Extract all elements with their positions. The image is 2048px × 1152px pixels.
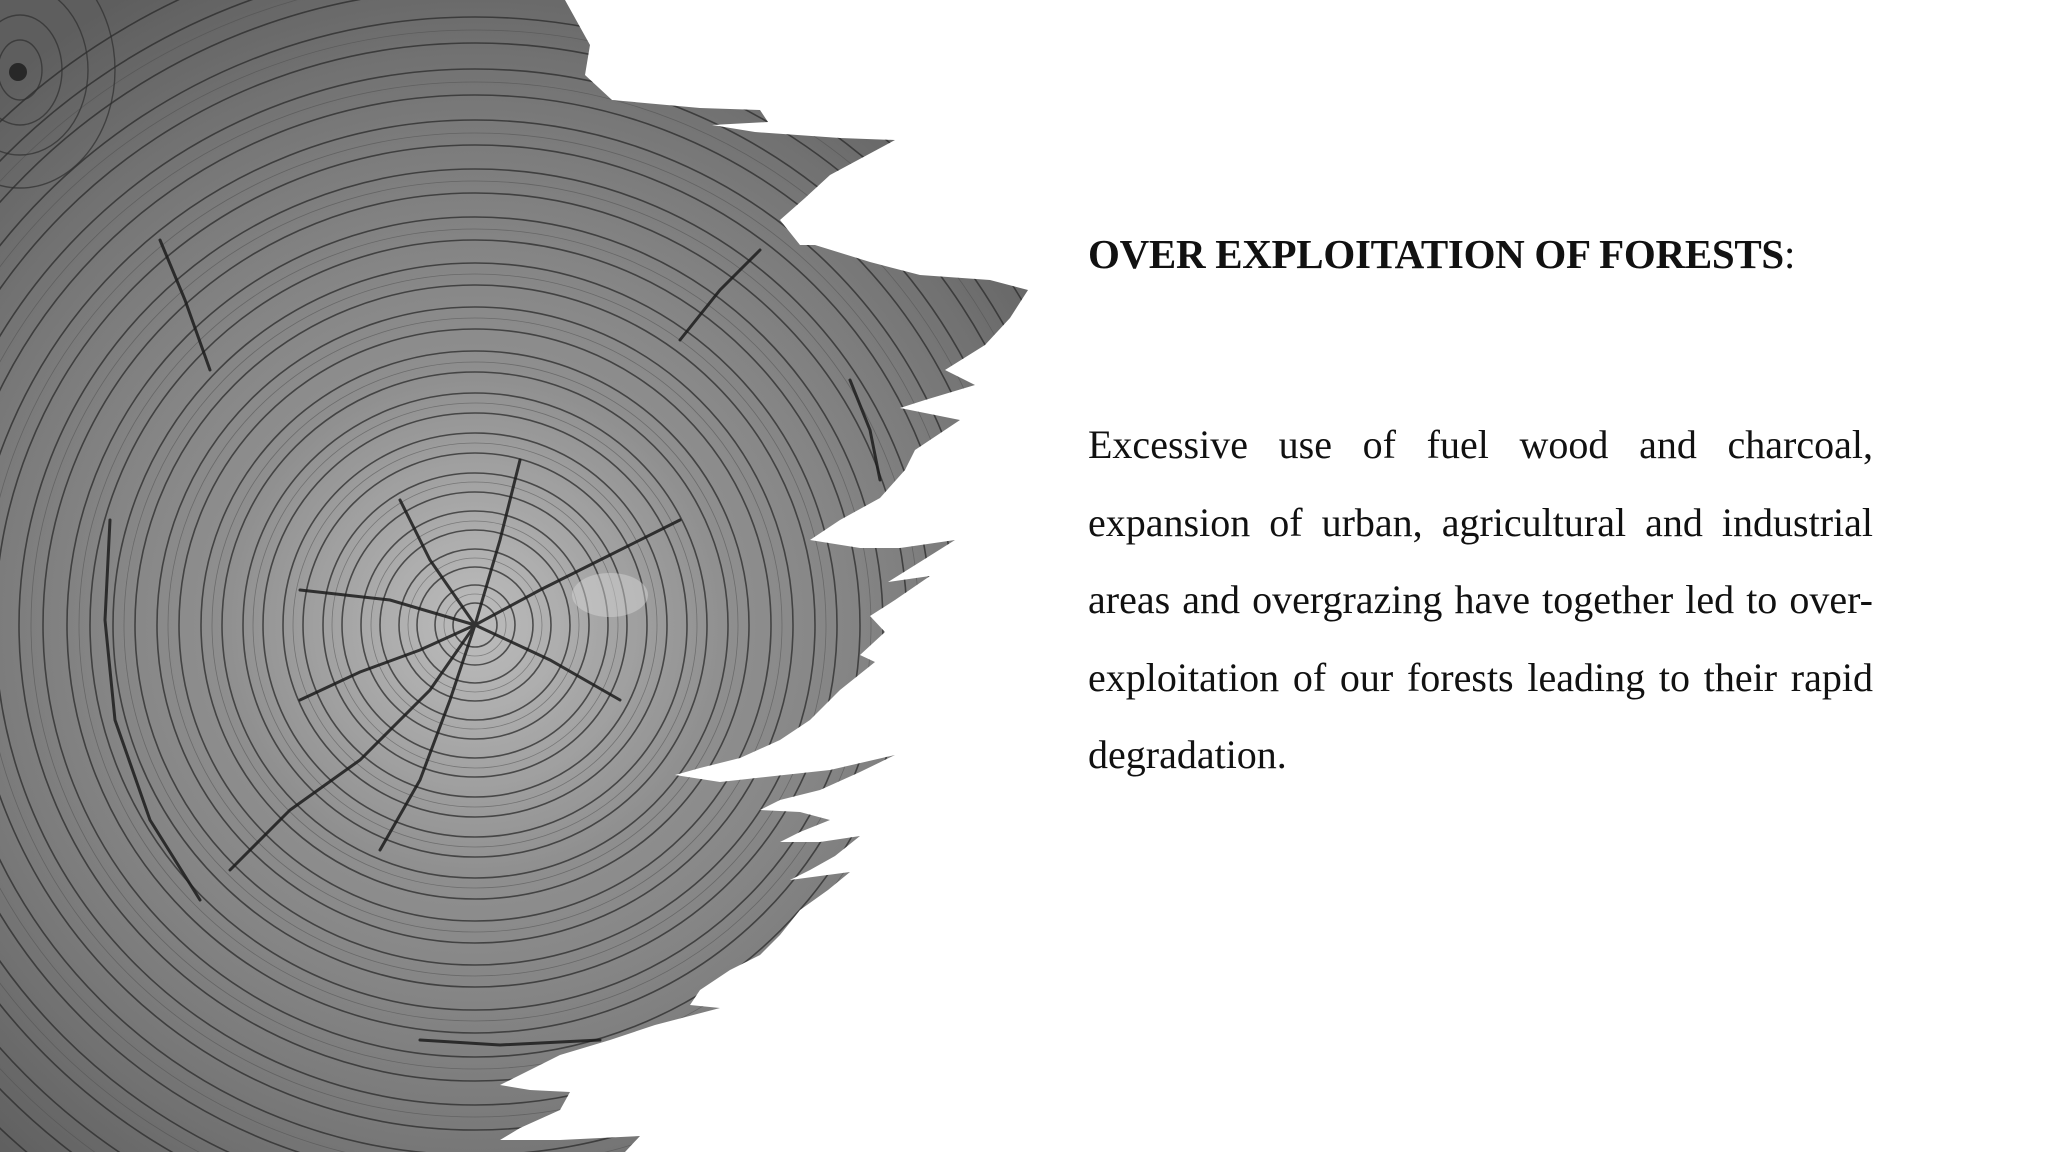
slide-title	[1088, 226, 1873, 282]
slide-title-colon: :	[1783, 231, 1796, 277]
slide-title-text: OVER EXPLOITATION OF FORESTS	[1088, 231, 1784, 277]
slide-body-text: Excessive use of fuel wood and charcoal, expansion of urban, agricultural and industrial areas and overgrazing have together led to over-exploitation of our forests leading to their rapid degradation.	[1088, 422, 1873, 777]
text-panel	[1088, 226, 1873, 794]
